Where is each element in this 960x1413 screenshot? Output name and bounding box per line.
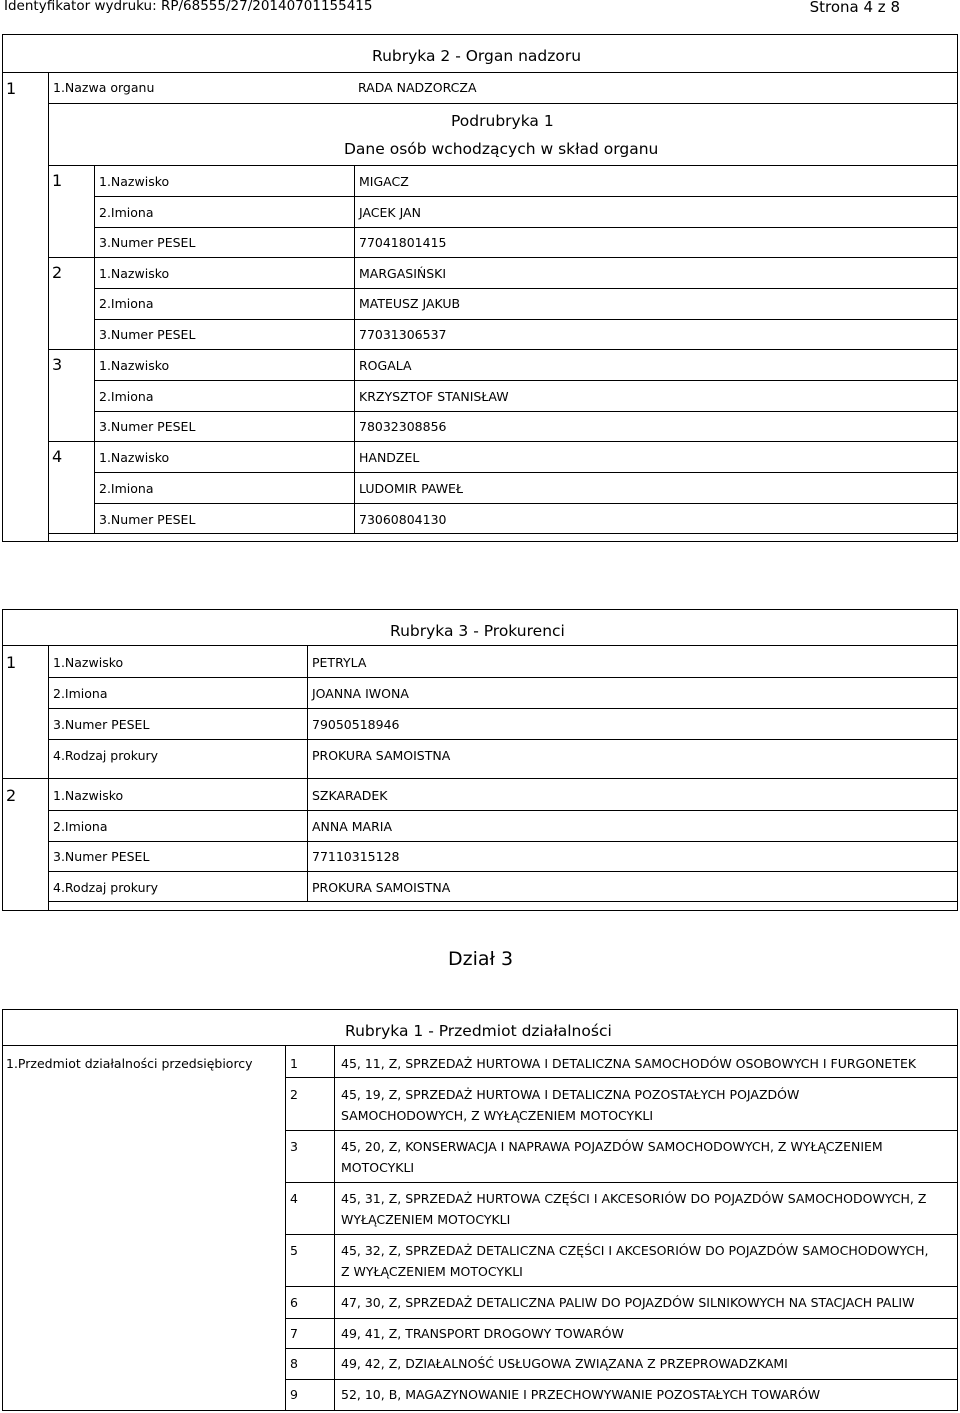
divider: [285, 1379, 958, 1380]
first-names-label: 2.Imiona: [53, 686, 108, 701]
activity-number: 7: [290, 1326, 298, 1341]
pesel-value: 77041801415: [359, 235, 447, 250]
activity-number: 3: [290, 1139, 298, 1154]
procuration-type-label: 4.Rodzaj prokury: [53, 880, 159, 895]
activity-text: 49, 42, Z, DZIAŁALNOŚĆ USŁUGOWA ZWIĄZANA Z PRZEPROWADZKAMI: [341, 1356, 788, 1371]
divider: [94, 227, 958, 228]
divider: [94, 472, 958, 473]
person-number: 2: [52, 263, 63, 282]
divider: [285, 1182, 958, 1183]
activity-number: 1: [290, 1056, 298, 1071]
surname-label: 1.Nazwisko: [99, 358, 170, 373]
first-names-value: JACEK JAN: [359, 205, 421, 220]
pesel-label: 3.Numer PESEL: [99, 512, 196, 527]
divider: [285, 1286, 958, 1287]
subsection-description: Dane osób wchodzących w skład organu: [344, 140, 659, 158]
divider: [285, 1077, 958, 1078]
activity-text: 49, 41, Z, TRANSPORT DROGOWY TOWARÓW: [341, 1326, 624, 1341]
first-names-label: 2.Imiona: [99, 296, 154, 311]
surname-label: 1.Nazwisko: [53, 655, 124, 670]
activity-number: 9: [290, 1387, 298, 1402]
divider: [307, 645, 308, 901]
divider: [2, 72, 958, 73]
divider: [48, 165, 958, 166]
activity-text: 45, 19, Z, SPRZEDAŻ HURTOWA I DETALICZNA POZOSTAŁYCH POJAZDÓW: [341, 1087, 800, 1102]
activity-text: 47, 30, Z, SPRZEDAŻ DETALICZNA PALIW DO POJAZDÓW SILNIKOWYCH NA STACJACH PALIW: [341, 1295, 915, 1310]
rubryka2-title: Rubryka 2 - Organ nadzoru: [372, 47, 582, 65]
pesel-label: 3.Numer PESEL: [99, 327, 196, 342]
divider: [48, 739, 958, 740]
person-number: 1: [52, 171, 63, 190]
pesel-label: 3.Numer PESEL: [99, 235, 196, 250]
divider: [334, 1045, 335, 1411]
organ-name-value: RADA NADZORCZA: [358, 80, 477, 95]
divider: [48, 677, 958, 678]
activity-text: 45, 32, Z, SPRZEDAŻ DETALICZNA CZĘŚCI I AKCESORIÓW DO POJAZDÓW SAMOCHODOWYCH,: [341, 1243, 929, 1258]
divider: [94, 319, 958, 320]
divider: [48, 533, 958, 534]
divider: [2, 1045, 958, 1046]
page-number: Strona 4 z 8: [809, 0, 900, 16]
divider: [2, 645, 958, 646]
pesel-value: 78032308856: [359, 419, 447, 434]
activity-number: 5: [290, 1243, 298, 1258]
surname-label: 1.Nazwisko: [99, 174, 170, 189]
first-names-label: 2.Imiona: [99, 205, 154, 220]
pesel-label: 3.Numer PESEL: [53, 717, 150, 732]
divider: [285, 1045, 286, 1411]
first-names-value: ANNA MARIA: [312, 819, 393, 834]
surname-value: MARGASIŃSKI: [359, 266, 447, 281]
activity-number: 2: [290, 1087, 298, 1102]
divider: [48, 257, 958, 258]
surname-value: MIGACZ: [359, 174, 409, 189]
person-number: 3: [52, 355, 63, 374]
organ-name-label: 1.Nazwa organu: [53, 80, 155, 95]
divider: [48, 871, 958, 872]
divider: [94, 411, 958, 412]
first-names-label: 2.Imiona: [99, 389, 154, 404]
activity-number: 6: [290, 1295, 298, 1310]
first-names-value: KRZYSZTOF STANISŁAW: [359, 389, 509, 404]
first-names-label: 2.Imiona: [53, 819, 108, 834]
divider: [94, 288, 958, 289]
subsection-title: Podrubryka 1: [451, 112, 554, 130]
divider: [48, 708, 958, 709]
surname-label: 1.Nazwisko: [99, 266, 170, 281]
divider: [285, 1318, 958, 1319]
divider: [285, 1234, 958, 1235]
activity-text: 45, 11, Z, SPRZEDAŻ HURTOWA I DETALICZNA SAMOCHODÓW OSOBOWYCH I FURGONETEK: [341, 1056, 917, 1071]
divider: [94, 196, 958, 197]
divider: [2, 778, 958, 779]
activity-number: 8: [290, 1356, 298, 1371]
activity-text: 45, 20, Z, KONSERWACJA I NAPRAWA POJAZDÓW SAMOCHODOWYCH, Z WYŁĄCZENIEM: [341, 1139, 883, 1154]
divider: [48, 901, 958, 902]
person-number: 4: [52, 447, 63, 466]
person-number: 2: [6, 786, 17, 805]
divider: [94, 503, 958, 504]
pesel-value: 79050518946: [312, 717, 400, 732]
pesel-value: 77031306537: [359, 327, 447, 342]
first-names-value: LUDOMIR PAWEŁ: [359, 481, 463, 496]
surname-label: 1.Nazwisko: [53, 788, 124, 803]
first-names-label: 2.Imiona: [99, 481, 154, 496]
divider: [48, 841, 958, 842]
divider: [48, 103, 958, 104]
divider: [48, 810, 958, 811]
section-title: Dział 3: [448, 948, 514, 970]
surname-value: SZKARADEK: [312, 788, 388, 803]
procuration-type-value: PROKURA SAMOISTNA: [312, 880, 451, 895]
procuration-type-value: PROKURA SAMOISTNA: [312, 748, 451, 763]
pesel-label: 3.Numer PESEL: [53, 849, 150, 864]
divider: [48, 72, 49, 542]
surname-value: PETRYLA: [312, 655, 367, 670]
first-names-value: JOANNA IWONA: [312, 686, 409, 701]
activity-text: 45, 31, Z, SPRZEDAŻ HURTOWA CZĘŚCI I AKCESORIÓW DO POJAZDÓW SAMOCHODOWYCH, Z: [341, 1191, 927, 1206]
divider: [285, 1348, 958, 1349]
rubryka1-title: Rubryka 1 - Przedmiot działalności: [345, 1022, 612, 1040]
activity-text-continued: MOTOCYKLI: [341, 1160, 415, 1175]
activity-text-continued: SAMOCHODOWYCH, Z WYŁĄCZENIEM MOTOCYKLI: [341, 1108, 654, 1123]
divider: [48, 441, 958, 442]
pesel-value: 77110315128: [312, 849, 400, 864]
pesel-label: 3.Numer PESEL: [99, 419, 196, 434]
activity-number: 4: [290, 1191, 298, 1206]
activity-text-continued: WYŁĄCZENIEM MOTOCYKLI: [341, 1212, 511, 1227]
surname-value: HANDZEL: [359, 450, 420, 465]
rubryka3-title: Rubryka 3 - Prokurenci: [390, 622, 565, 640]
divider: [94, 380, 958, 381]
print-identifier: Identyfikator wydruku: RP/68555/27/20140701155415: [4, 0, 373, 14]
first-names-value: MATEUSZ JAKUB: [359, 296, 461, 311]
activity-text: 52, 10, B, MAGAZYNOWANIE I PRZECHOWYWANIE POZOSTAŁYCH TOWARÓW: [341, 1387, 821, 1402]
surname-value: ROGALA: [359, 358, 412, 373]
row-number: 1: [6, 79, 17, 98]
divider: [48, 349, 958, 350]
pesel-value: 73060804130: [359, 512, 447, 527]
activity-label: 1.Przedmiot działalności przedsiębiorcy: [6, 1056, 253, 1071]
person-number: 1: [6, 653, 17, 672]
divider: [285, 1130, 958, 1131]
procuration-type-label: 4.Rodzaj prokury: [53, 748, 159, 763]
activity-text-continued: Z WYŁĄCZENIEM MOTOCYKLI: [341, 1264, 523, 1279]
surname-label: 1.Nazwisko: [99, 450, 170, 465]
